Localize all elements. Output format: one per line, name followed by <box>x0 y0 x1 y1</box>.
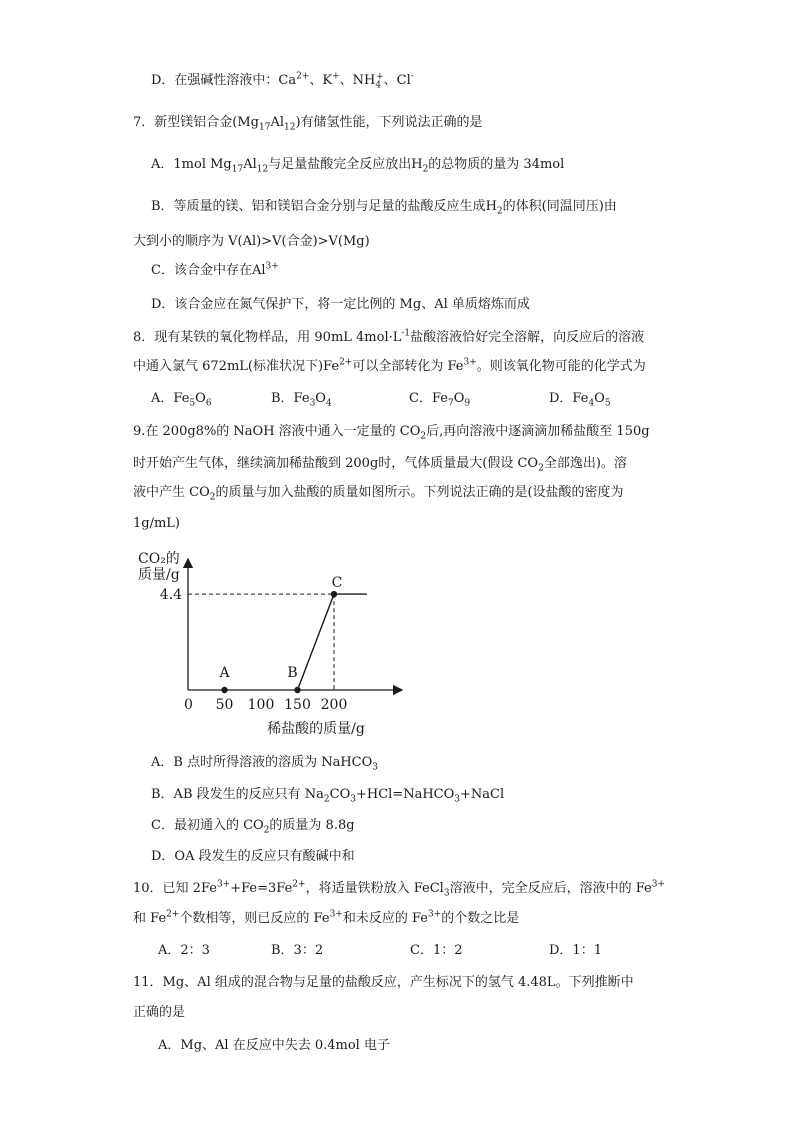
q6-d-text: 、K <box>309 73 333 88</box>
q10-text: 个数相等，则已反应的 Fe <box>179 911 330 926</box>
q9-text: 的质量与加入盐酸的质量如图所示。下列说法正确的是(设盐酸的密度为 <box>215 485 624 500</box>
q8-option-a <box>151 390 271 408</box>
q8-text: 中通入氯气 672mL(标准状况下)Fe <box>133 359 340 374</box>
q7-option-a <box>151 156 564 174</box>
q9-stem-line4: 1g/mL) <box>133 516 181 531</box>
x-axis-label: 稀盐酸的质量/g <box>267 721 365 737</box>
q7-stem-text: 7．新型镁铝合金( <box>133 115 238 130</box>
point-a <box>221 687 227 693</box>
co2-mass-chart <box>130 545 430 740</box>
q7-stem <box>133 114 483 132</box>
q7-a-text: 的总物质的量为 34mol <box>428 157 565 172</box>
formula: H <box>485 199 497 214</box>
q10-text: 的个数之比是 <box>441 911 520 926</box>
q9-c-text: 的质量为 8.8g <box>269 818 355 833</box>
q9-text: 时开始产生气体，继续滴加稀盐酸到 200g时，气体质量最大(假设 CO <box>133 456 539 471</box>
q6-d-text: 、NH <box>339 73 376 88</box>
charge: 3+ <box>265 261 279 272</box>
formula: O <box>315 391 326 406</box>
q8-stem-line2 <box>133 358 646 376</box>
q10-text: 和未反应的 Fe <box>342 911 428 926</box>
q10-text: 溶液中，完全反应后，溶液中的 Fe <box>449 881 652 896</box>
q8-option-d <box>549 390 611 408</box>
formula: Al <box>270 115 284 130</box>
subscript: 5 <box>604 398 611 409</box>
subscript: 17 <box>231 164 244 175</box>
formula: Mg <box>210 157 232 172</box>
formula: Al <box>243 157 257 172</box>
q7-option-d: D．该合金应在氮气保护下，将一定比例的 Mg、Al 单质熔炼而成 <box>151 297 530 312</box>
q8-stem-line1 <box>133 329 644 347</box>
subscript: 2 <box>209 492 216 503</box>
q9-b-text: CO <box>329 787 351 802</box>
subscript: 2 <box>496 206 503 217</box>
q7-c-text: C．该合金中存在Al <box>151 263 266 278</box>
q10-text: 和 Fe <box>133 911 167 926</box>
origin-label: 0 <box>184 697 193 713</box>
point-label-b: B <box>287 665 298 681</box>
q10-stem-line2 <box>133 910 519 928</box>
y-tick-label: 4.4 <box>159 587 182 604</box>
formula: Mg <box>237 115 259 130</box>
charge: 2+ <box>292 879 306 890</box>
q9-b-text: +HCl=NaHCO <box>355 787 455 802</box>
q10-text: 10．已知 2Fe <box>133 881 217 896</box>
formula: O <box>195 391 206 406</box>
q6-option-d <box>151 72 414 90</box>
q9-b-text: B．AB 段发生的反应只有 Na <box>151 787 324 802</box>
q9-text: 液中产生 CO <box>133 485 210 500</box>
subscript: 2 <box>420 431 427 442</box>
point-c <box>331 591 337 597</box>
q9-text: 9.在 200g8%的 NaOH 溶液中通入一定量的 CO <box>133 424 421 439</box>
subscript: 12 <box>256 164 269 175</box>
q8-option-b <box>271 390 409 408</box>
subscript: 2 <box>422 164 429 175</box>
q9-option-d: D．OA 段发生的反应只有酸碱中和 <box>151 849 355 864</box>
q8-option-c <box>409 390 549 408</box>
formula: O <box>594 391 605 406</box>
q7-option-c <box>151 262 279 280</box>
subscript: 6 <box>205 398 212 409</box>
x-tick-label: 50 <box>215 697 234 713</box>
q8-text: 。则该氧化物可能的化学式为 <box>476 359 646 374</box>
data-points <box>218 575 342 693</box>
subscript: 2 <box>263 825 270 836</box>
q9-stem-line3 <box>133 484 624 502</box>
q6-d-text: 、Cl <box>383 73 411 88</box>
charge: 2+ <box>166 909 180 920</box>
q9-option-b <box>151 786 504 804</box>
subscript: 3 <box>443 888 450 899</box>
subscript: 7 <box>447 398 454 409</box>
q10-option-b: B．3：2 <box>271 943 324 958</box>
formula: B．Fe <box>271 391 310 406</box>
charge: + <box>376 71 384 82</box>
formula: H <box>411 157 423 172</box>
q9-c-text: C．最初通入的 CO <box>151 818 264 833</box>
subscript: 2 <box>323 794 330 805</box>
q7-option-b-continued: 大到小的顺序为 V(Al)>V(合金)>V(Mg) <box>133 234 370 249</box>
q9-stem-line2 <box>133 455 627 473</box>
co2-series-line <box>298 594 367 690</box>
q8-options <box>151 390 611 408</box>
charge: 3+ <box>329 909 343 920</box>
q10-options <box>158 942 602 960</box>
q10-stem-line1 <box>133 880 665 898</box>
q9-option-a <box>151 754 378 772</box>
q10-option-d: D．1：1 <box>549 943 602 958</box>
subscript: 3 <box>372 762 379 773</box>
subscript: 3 <box>350 794 356 805</box>
charge: + <box>332 71 340 82</box>
subscript: 4 <box>588 398 595 409</box>
q7-b-text: B．等质量的镁、铝和镁铝合金分别与足量的盐酸反应生成 <box>151 199 486 214</box>
subscript: 4 <box>325 398 332 409</box>
q9-option-c <box>151 817 355 835</box>
q9-stem-line1 <box>133 423 650 441</box>
q9-b-text: +NaCl <box>460 787 505 802</box>
charge: 3+ <box>216 879 231 890</box>
charge: 3+ <box>463 357 477 368</box>
charge: 3+ <box>651 879 665 890</box>
q11-option-a: A．Mg、Al 在反应中失去 0.4mol 电子 <box>158 1038 390 1053</box>
subscript: 2 <box>538 463 544 474</box>
superscript: -1 <box>401 328 411 339</box>
subscript: 5 <box>189 398 196 409</box>
q10-option-a: A．2：3 <box>158 943 210 958</box>
x-tick-label: 100 <box>247 697 275 713</box>
q8-text: 可以全部转化为 Fe <box>352 359 464 374</box>
q11-stem-line2: 正确的是 <box>133 1005 186 1020</box>
point-label-a: A <box>219 665 230 681</box>
q11-stem-line1: 11．Mg、Al 组成的混合物与足量的盐酸反应，产生标况下的氢气 4.48L。下列推断中 <box>133 975 634 990</box>
subscript: 9 <box>464 398 471 409</box>
subscript: 3 <box>454 794 460 805</box>
q7-option-b <box>151 198 617 216</box>
subscript: 4 <box>375 80 382 91</box>
subscript: 17 <box>258 122 271 133</box>
q8-text: 8．现有某铁的氧化物样品，用 90mL 4mol·L <box>133 330 402 345</box>
q6-d-text: D．在强碱性溶液中：Ca <box>151 73 297 88</box>
x-tick-label: 200 <box>320 697 348 713</box>
q8-text: 盐酸溶液恰好完全溶解，向反应后的溶液 <box>410 330 645 345</box>
charge: 2+ <box>296 71 310 82</box>
q10-option-c: C．1：2 <box>410 943 463 958</box>
q7-a-text: A．1mol <box>151 157 211 172</box>
charge: - <box>410 71 414 82</box>
y-axis-label-line1: CO₂的 <box>138 551 180 567</box>
q9-text: 全部逸出)。溶 <box>543 456 627 471</box>
subscript: 3 <box>309 398 316 409</box>
subscript: 12 <box>283 122 296 133</box>
formula: O <box>453 391 465 406</box>
q7-b-text: 的体积(同温同压)由 <box>502 199 617 214</box>
formula: D．Fe <box>549 391 589 406</box>
x-tick-label: 150 <box>284 697 311 713</box>
formula: C．Fe <box>409 391 448 406</box>
y-axis-label-line2: 质量/g <box>138 567 180 583</box>
q7-a-text: 与足量盐酸完全反应放出 <box>268 157 412 172</box>
formula: A．Fe <box>151 391 190 406</box>
q9-a-text: A．B 点时所得溶液的溶质为 NaHCO <box>151 755 373 770</box>
q10-text: ，将适量铁粉放入 FeCl <box>305 881 444 896</box>
q9-text: 后,再向溶液中逐滴滴加稀盐酸至 150g <box>426 424 650 439</box>
q10-text: +Fe=3Fe <box>230 881 293 896</box>
charge: 2+ <box>339 357 353 368</box>
point-label-c: C <box>331 575 343 592</box>
charge: 3+ <box>427 909 442 920</box>
q7-stem-text: )有储氢性能，下列说法正确的是 <box>295 115 483 130</box>
point-b <box>294 687 300 693</box>
